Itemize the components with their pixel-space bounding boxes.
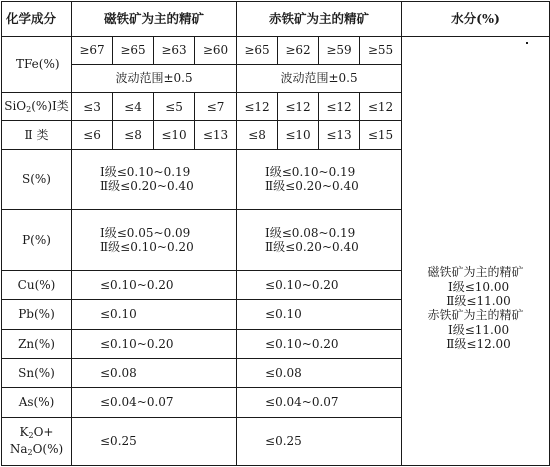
p-magnetite-grade2: Ⅱ级≤0.10~0.20 <box>100 240 194 255</box>
s-magnetite-cell <box>72 149 237 210</box>
header-hematite: 赤铁矿为主的精矿 <box>237 2 402 37</box>
sio2-class1-magnetite-cell: ≤4 <box>113 93 154 121</box>
moisture-magnetite-grade2: Ⅱ级≤11.00 <box>446 293 511 308</box>
p-hematite-grade2: Ⅱ级≤0.20~0.40 <box>265 240 359 255</box>
sio2-class2-hematite-cell: ≤10 <box>278 121 319 149</box>
pb-magnetite-cell: ≤0.10 <box>72 300 237 329</box>
tfe-hematite-cell: ≥59 <box>319 36 360 64</box>
tfe-range-hematite: 波动范围±0.5 <box>237 64 402 92</box>
k2o-na2o-magnetite-cell: ≤0.25 <box>72 417 237 465</box>
zn-hematite-cell: ≤0.10~0.20 <box>237 329 402 358</box>
pb-label: Pb(%) <box>2 300 72 329</box>
sio2-class1-hematite-cell: ≤12 <box>360 93 402 121</box>
p-magnetite-grade1: Ⅰ级≤0.05~0.09 <box>100 225 191 240</box>
tfe-range-magnetite: 波动范围±0.5 <box>72 64 237 92</box>
sio2-class2-hematite-cell: ≤15 <box>360 121 402 149</box>
p-label: P(%) <box>2 210 72 271</box>
cu-hematite-cell: ≤0.10~0.20 <box>237 271 402 300</box>
p-hematite-grade1: Ⅰ级≤0.08~0.19 <box>265 225 356 240</box>
zn-magnetite-cell: ≤0.10~0.20 <box>72 329 237 358</box>
tfe-magnetite-cell: ≥65 <box>113 36 154 64</box>
tfe-magnetite-cell: ≥67 <box>72 36 113 64</box>
s-hematite-grade1: Ⅰ级≤0.10~0.19 <box>265 165 356 180</box>
moisture-cell <box>402 36 550 465</box>
tfe-magnetite-cell: ≥60 <box>195 36 237 64</box>
sio2-label-rest: (%)Ⅰ类 <box>31 98 69 113</box>
header-magnetite: 磁铁矿为主的精矿 <box>72 2 237 37</box>
tfe-label: TFe(%) <box>2 36 72 93</box>
sio2-class2-magnetite-cell: ≤8 <box>113 121 154 149</box>
pb-hematite-cell: ≤0.10 <box>237 300 402 329</box>
s-magnetite-grade1: Ⅰ级≤0.10~0.19 <box>100 165 191 180</box>
s-label: S(%) <box>2 149 72 210</box>
p-hematite-cell <box>237 210 402 271</box>
sio2-class1-hematite-cell: ≤12 <box>278 93 319 121</box>
header-component: 化学成分 <box>2 2 72 37</box>
as-label: As(%) <box>2 388 72 417</box>
k2o-na2o-label <box>2 417 72 465</box>
moisture-magnetite-title: 磁铁矿为主的精矿 <box>427 265 524 280</box>
sio2-label <box>2 93 72 121</box>
na2o-label-sub: 2 <box>27 448 33 458</box>
na2o-label-a: Na <box>9 442 28 457</box>
sio2-class1-magnetite-cell: ≤5 <box>154 93 195 121</box>
s-hematite-cell <box>237 149 402 210</box>
header-row <box>2 2 550 37</box>
s-hematite-grade2: Ⅱ级≤0.20~0.40 <box>265 179 359 194</box>
sio2-class2-magnetite-cell: ≤6 <box>72 121 113 149</box>
sio2-class2-magnetite-cell: ≤10 <box>154 121 195 149</box>
sio2-class2-label: Ⅱ 类 <box>2 121 72 149</box>
sio2-class1-hematite-cell: ≤12 <box>237 93 278 121</box>
cu-magnetite-cell: ≤0.10~0.20 <box>72 271 237 300</box>
tfe-hematite-cell: ≥62 <box>278 36 319 64</box>
moisture-magnetite-grade1: Ⅰ级≤10.00 <box>447 279 510 294</box>
moisture-hematite-grade1: Ⅰ级≤11.00 <box>447 322 510 337</box>
header-moisture: 水分(%) <box>402 2 550 37</box>
k2o-label-b: O+ <box>33 424 54 439</box>
sio2-class1-magnetite-cell: ≤7 <box>195 93 237 121</box>
na2o-label-b: O(%) <box>32 442 64 457</box>
sio2-label-sub: 2 <box>26 104 32 114</box>
tfe-grade-row <box>2 36 550 64</box>
sio2-class1-magnetite-cell: ≤3 <box>72 93 113 121</box>
sio2-class2-hematite-cell: ≤8 <box>237 121 278 149</box>
s-magnetite-grade2: Ⅱ级≤0.20~0.40 <box>100 179 194 194</box>
sn-label: Sn(%) <box>2 359 72 388</box>
stray-dot-mark <box>526 42 528 44</box>
zn-label: Zn(%) <box>2 329 72 358</box>
sio2-class1-hematite-cell: ≤12 <box>319 93 360 121</box>
tfe-magnetite-cell: ≥63 <box>154 36 195 64</box>
sn-hematite-cell: ≤0.08 <box>237 359 402 388</box>
iron-concentrate-spec-table <box>1 1 550 466</box>
as-magnetite-cell: ≤0.04~0.07 <box>72 388 237 417</box>
tfe-hematite-cell: ≥55 <box>360 36 402 64</box>
sio2-class2-hematite-cell: ≤13 <box>319 121 360 149</box>
sio2-class2-magnetite-cell: ≤13 <box>195 121 237 149</box>
as-hematite-cell: ≤0.04~0.07 <box>237 388 402 417</box>
k2o-label-a: K <box>19 424 29 439</box>
moisture-hematite-title: 赤铁矿为主的精矿 <box>427 308 524 323</box>
sio2-label-main: SiO <box>4 98 27 113</box>
p-magnetite-cell <box>72 210 237 271</box>
k2o-label-sub: 2 <box>28 430 34 440</box>
sn-magnetite-cell: ≤0.08 <box>72 359 237 388</box>
moisture-hematite-grade2: Ⅱ级≤12.00 <box>446 337 511 352</box>
cu-label: Cu(%) <box>2 271 72 300</box>
k2o-na2o-hematite-cell: ≤0.25 <box>237 417 402 465</box>
tfe-hematite-cell: ≥65 <box>237 36 278 64</box>
